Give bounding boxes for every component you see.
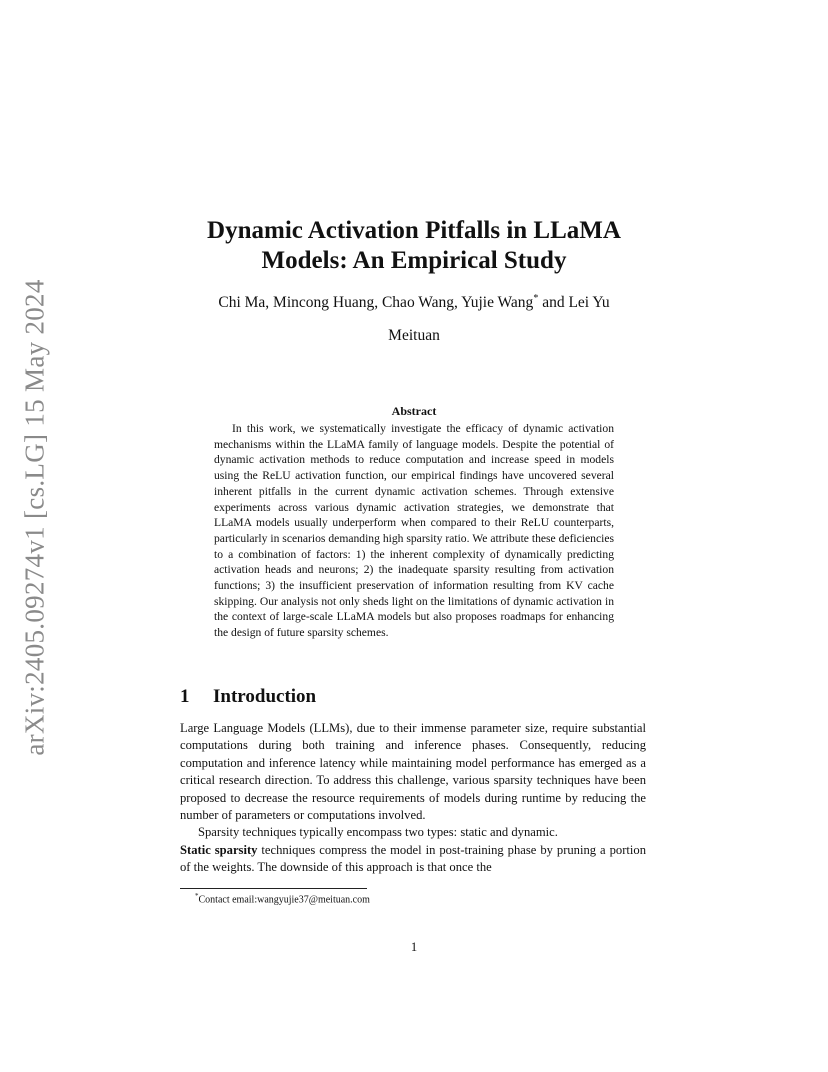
- arxiv-identifier-text: arXiv:2405.09274v1 [cs.LG] 15 May 2024: [19, 278, 50, 756]
- footnote-text: Contact email:wangyujie37@meituan.com: [198, 894, 370, 906]
- page-number: 1: [410, 940, 418, 954]
- intro-p2-bold-term: Static sparsity: [180, 842, 258, 857]
- section-heading: [180, 686, 316, 708]
- footnote-mark: *: [195, 892, 199, 900]
- title-line-1: Dynamic Activation Pitfalls in LLaMA: [207, 217, 621, 244]
- abstract-body: In this work, we systematically investigate the efficacy of dynamic activation mechanisms within the LLaMA family of language models. Despite the potential of dynamic activation methods to reduce computation and increase speed in models using the ReLU activation function, our empirical findings have uncovered several inherent pitfalls in the current dynamic activation schemes. Through extensive experiments across various dynamic activation strategies, we demonstrate that LLaMA models usually underperform when compared to their ReLU counterparts, particularly in scenarios demanding high sparsity ratio. We attribute these deficiencies to a combination of factors: 1) the inherent complexity of dynamically predicting activation heads and neurons; 2) the inadequate sparsity resulting from activation functions; 3) the insufficient preservation of information resulting from KV cache skipping. Our analysis not only sheds light on the limitations of dynamic activation in the context of large-scale LLaMA models but also proposes roadmaps for enhancing the design of future sparsity schemes.: [214, 422, 614, 640]
- authors-names: Chi Ma, Mincong Huang, Chao Wang, Yujie Wang: [218, 294, 534, 312]
- corresponding-author-mark: *: [533, 293, 539, 304]
- paper-title: [150, 216, 678, 276]
- introduction-body: [180, 720, 646, 877]
- arxiv-identifier-stamp: [18, 276, 52, 758]
- intro-p2-rest: techniques compress the model in post-training phase by pruning a portion of the weights. The downside of this approach is that once the: [180, 842, 646, 875]
- section-title: Introduction: [213, 686, 317, 707]
- abstract-heading: Abstract: [391, 404, 437, 418]
- title-line-2: Models: An Empirical Study: [261, 247, 567, 274]
- footnote: [195, 892, 370, 905]
- author-list: [150, 293, 678, 312]
- section-number: 1: [180, 686, 190, 707]
- intro-paragraph-2: [180, 824, 646, 876]
- footnote-rule: [180, 888, 367, 889]
- intro-paragraph-1: Large Language Models (LLMs), due to their immense parameter size, require substantial computations during both training and inference phases. Consequently, reducing computation and inference latency while maintaining model performance has emerged as a critical research direction. To address this challenge, various sparsity techniques have been proposed to decrease the resource requirements of models during runtime by reducing the number of parameters or computations involved.: [180, 721, 646, 823]
- authors-last: and Lei Yu: [538, 294, 610, 312]
- affiliation: Meituan: [388, 327, 440, 344]
- intro-p2-start: Sparsity techniques typically encompass two types: static and dynamic.: [198, 825, 558, 840]
